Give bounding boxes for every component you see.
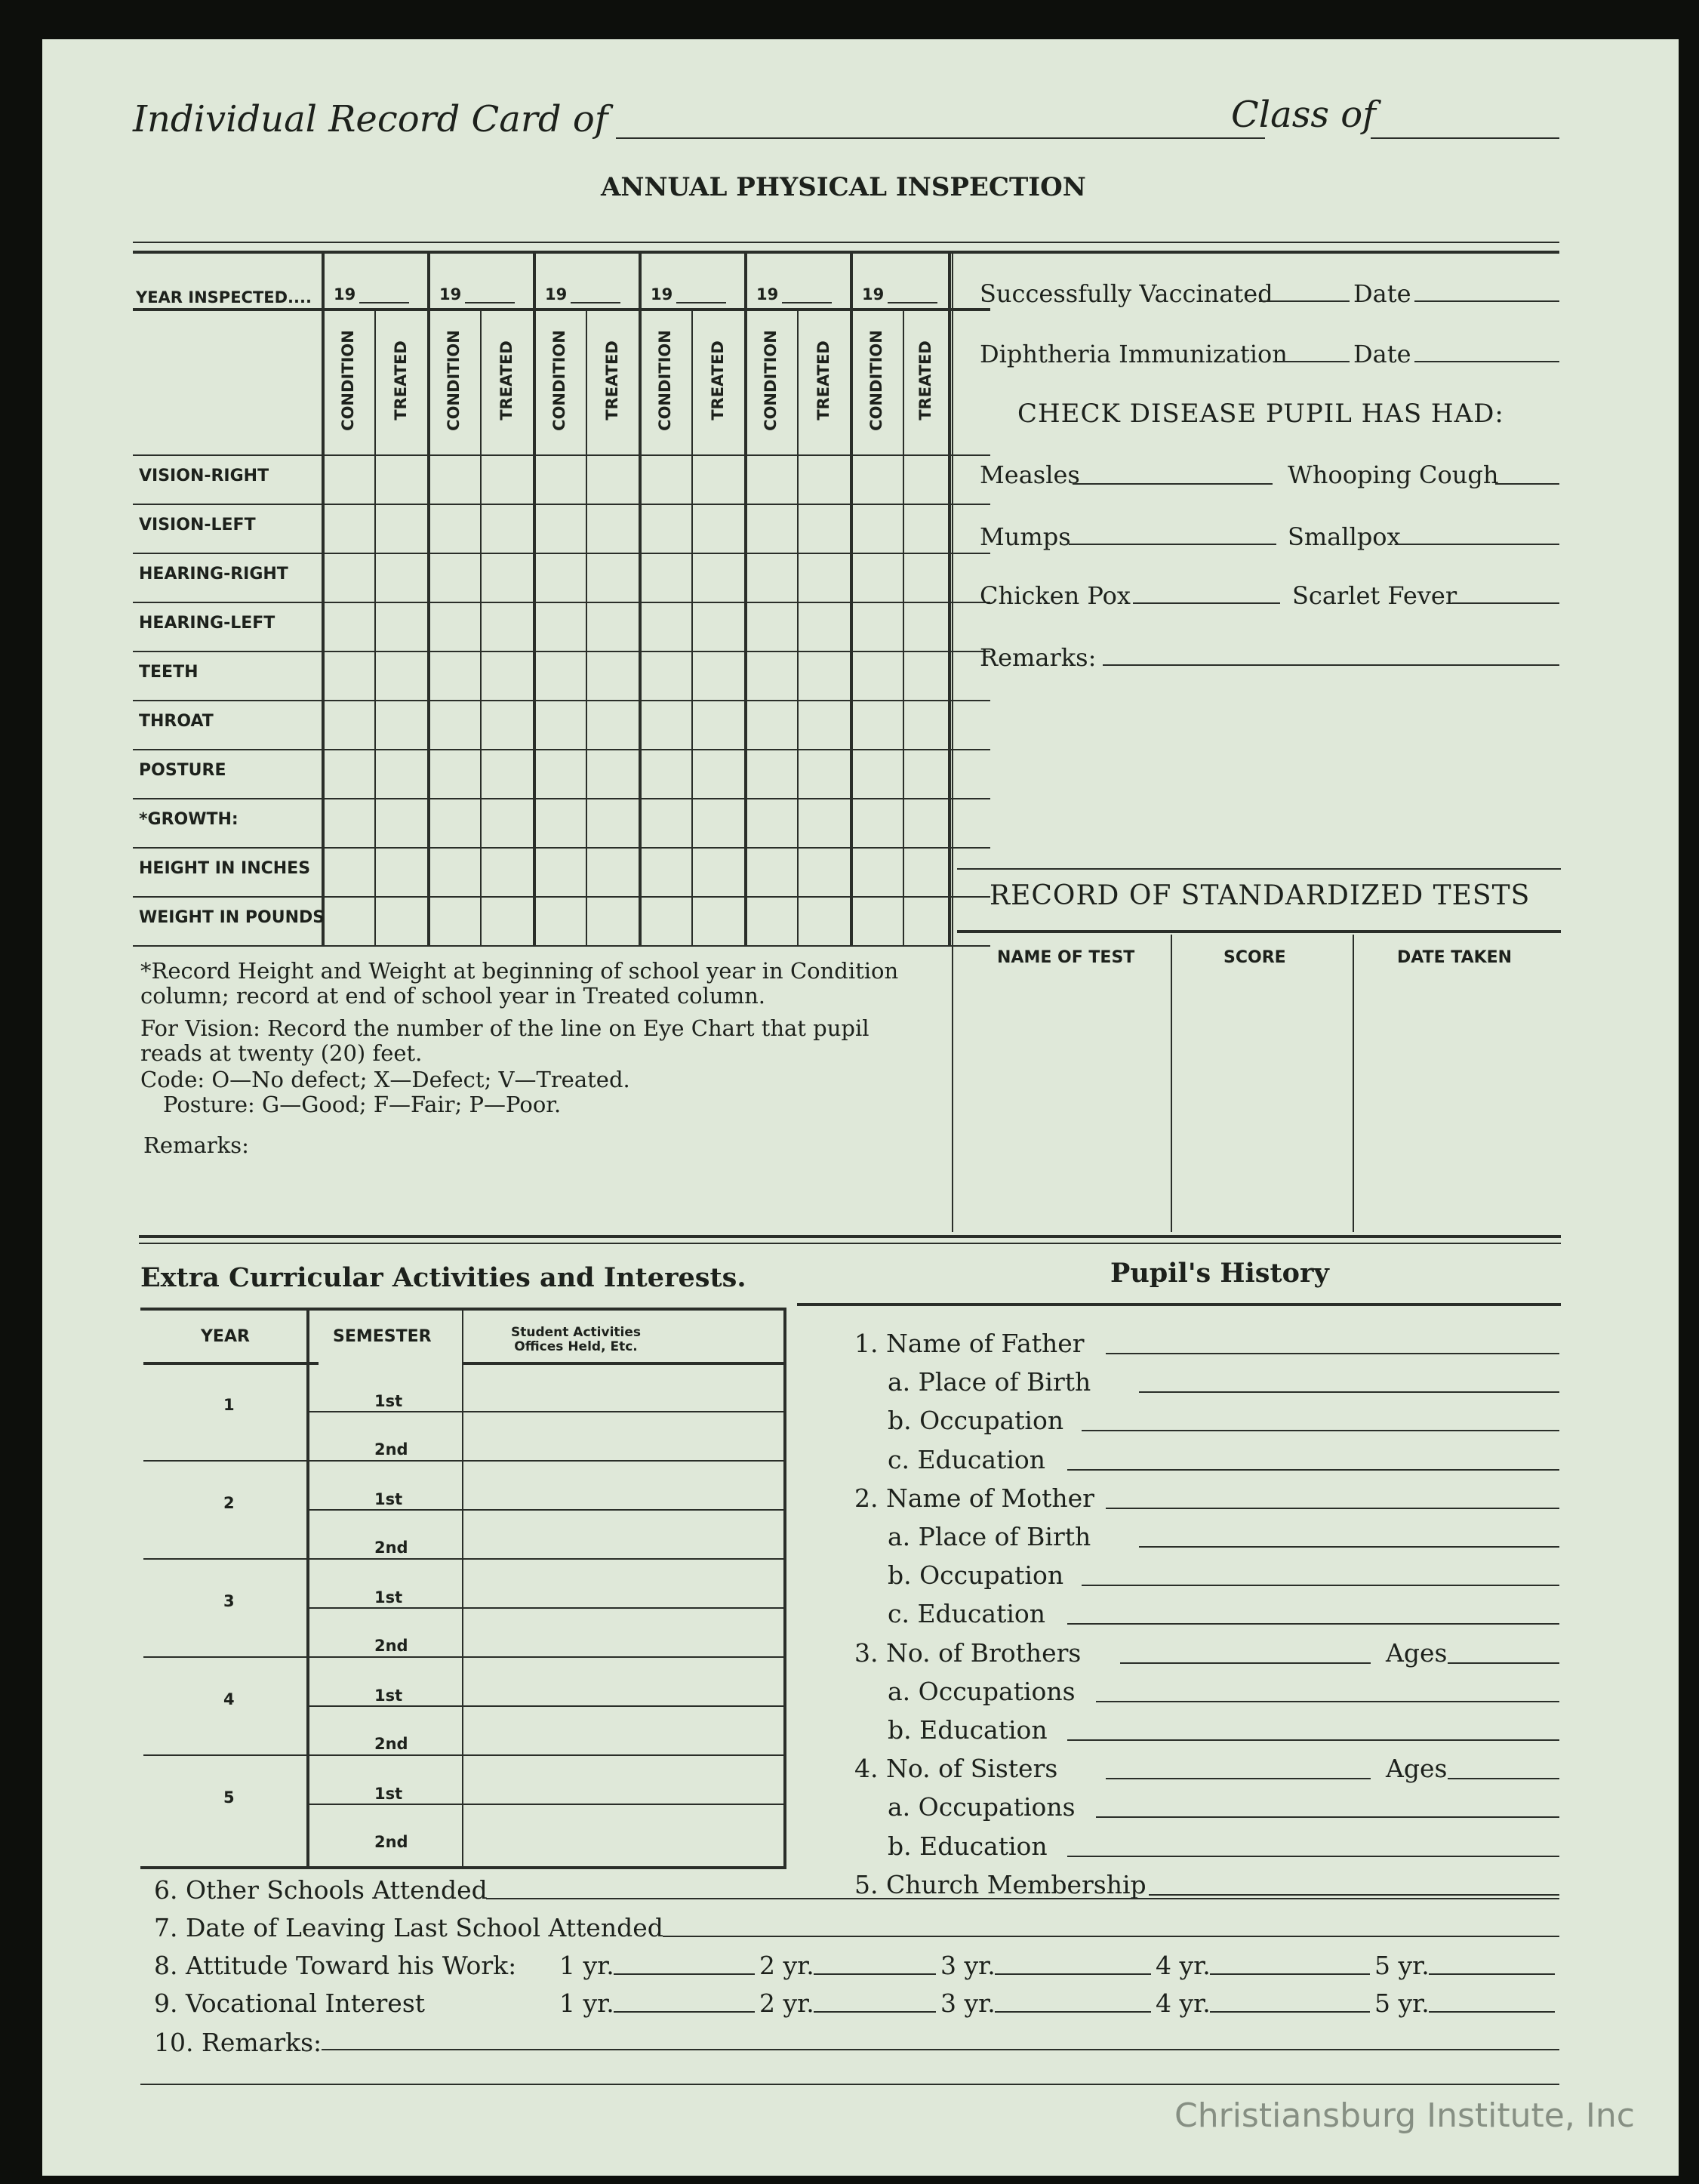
name-field-line[interactable] xyxy=(616,137,1265,139)
class-field-line[interactable] xyxy=(1371,137,1559,139)
year-label: 1 yr. xyxy=(559,1951,614,1980)
class-label: Class of xyxy=(1231,94,1376,136)
activities-col-line: Student Activities xyxy=(510,1325,642,1340)
history-item: b. Education xyxy=(888,1831,1048,1861)
note-line: column; record at end of school year in Treated column. xyxy=(140,983,765,1009)
activity-cell[interactable] xyxy=(465,1512,780,1556)
history-line[interactable] xyxy=(1106,1353,1559,1354)
row-label: HEARING-LEFT xyxy=(139,614,275,633)
tests-col-divider xyxy=(1353,935,1354,1232)
row-rule xyxy=(133,504,990,505)
row-label: HEARING-RIGHT xyxy=(139,565,288,584)
chicken-pox-line[interactable] xyxy=(1133,602,1280,604)
activity-cell[interactable] xyxy=(465,1610,780,1654)
health-remarks-line[interactable] xyxy=(1103,664,1559,666)
record-card xyxy=(42,39,1679,2176)
history-line[interactable] xyxy=(1067,1623,1559,1625)
history-item: a. Occupations xyxy=(888,1676,1076,1706)
year-label: 1 yr. xyxy=(559,1988,614,2018)
activity-cell[interactable] xyxy=(465,1365,780,1409)
year-prefix: 19 xyxy=(545,285,568,303)
history-line[interactable] xyxy=(1067,1856,1559,1857)
semester-rule xyxy=(308,1607,783,1609)
row-rule xyxy=(133,602,990,603)
year-field-line[interactable] xyxy=(1429,1973,1555,1975)
semester-1st: 1st xyxy=(374,1490,403,1508)
year-field-line[interactable] xyxy=(814,1973,936,1975)
inspection-col-line xyxy=(533,251,536,947)
disease-mumps: Mumps xyxy=(980,522,1071,551)
treated-header: TREATED xyxy=(392,340,410,420)
semester-2nd: 2nd xyxy=(374,1440,408,1459)
year-inspected-label: YEAR INSPECTED.... xyxy=(136,288,312,306)
ages-label: Ages xyxy=(1386,1754,1448,1784)
history-line[interactable] xyxy=(1106,1778,1371,1779)
mid-rule-thin xyxy=(139,1243,1561,1244)
year-label: 2 yr. xyxy=(759,1988,814,2018)
date-leaving-label: 7. Date of Leaving Last School Attended xyxy=(154,1913,663,1942)
semester-2nd: 2nd xyxy=(374,1833,408,1851)
treated-header: TREATED xyxy=(709,340,727,420)
mumps-line[interactable] xyxy=(1069,544,1276,545)
diphtheria-label: Diphtheria Immunization xyxy=(980,340,1288,368)
smallpox-line[interactable] xyxy=(1397,544,1559,545)
card-title: Individual Record Card of xyxy=(133,98,608,140)
year-label: 5 yr. xyxy=(1374,1988,1430,2018)
treated-header: TREATED xyxy=(603,340,621,420)
activities-col-year: YEAR xyxy=(201,1327,250,1346)
tests-col-name: NAME OF TEST xyxy=(997,948,1135,967)
vaccinated-line[interactable] xyxy=(1259,300,1350,302)
year-field-line[interactable] xyxy=(995,1973,1151,1975)
year-blank[interactable] xyxy=(676,302,726,303)
annual-inspection-title: ANNUAL PHYSICAL INSPECTION xyxy=(601,172,1086,202)
final-remarks-line-2[interactable] xyxy=(140,2084,1559,2085)
row-rule xyxy=(133,700,990,701)
activities-col-semester: SEMESTER xyxy=(333,1327,432,1346)
activities-year: 4 xyxy=(223,1690,235,1708)
semester-1st: 1st xyxy=(374,1785,403,1803)
note-line: reads at twenty (20) feet. xyxy=(140,1040,423,1066)
header-bottom-rule xyxy=(133,454,990,456)
mid-rule xyxy=(139,1235,1561,1238)
tests-header-rule xyxy=(957,930,1561,933)
disease-chicken-pox: Chicken Pox xyxy=(980,581,1131,610)
history-line[interactable] xyxy=(1082,1430,1559,1431)
year-field-line[interactable] xyxy=(614,2011,755,2013)
history-line[interactable] xyxy=(1067,1739,1559,1741)
note-line: *Record Height and Weight at beginning of school year in Condition xyxy=(140,958,899,984)
year-blank[interactable] xyxy=(359,302,409,303)
activities-year: 2 xyxy=(223,1494,235,1512)
measles-line[interactable] xyxy=(1073,483,1273,485)
header-rule-thick xyxy=(133,251,1559,254)
condition-header: CONDITION xyxy=(445,330,463,431)
row-rule xyxy=(133,651,990,652)
year-prefix: 19 xyxy=(334,285,356,303)
condition-header: CONDITION xyxy=(867,330,885,431)
semester-rule xyxy=(308,1509,783,1511)
tests-col-score: SCORE xyxy=(1223,948,1286,967)
inspection-remarks-label: Remarks: xyxy=(143,1132,249,1158)
history-line[interactable] xyxy=(1096,1701,1559,1702)
final-remarks-line[interactable] xyxy=(322,2049,1559,2050)
inspection-col-line xyxy=(744,251,747,947)
tests-col-date: DATE TAKEN xyxy=(1397,948,1513,967)
history-item: b. Education xyxy=(888,1715,1048,1745)
activity-cell[interactable] xyxy=(465,1414,780,1458)
year-label: 4 yr. xyxy=(1156,1988,1211,2018)
vaccinated-label: Successfully Vaccinated xyxy=(980,279,1273,308)
history-line[interactable] xyxy=(1067,1469,1559,1471)
semester-2nd: 2nd xyxy=(374,1637,408,1655)
diphtheria-date-line[interactable] xyxy=(1414,361,1559,362)
condition-header: CONDITION xyxy=(762,330,780,431)
row-rule xyxy=(133,798,990,799)
attitude-label: 8. Attitude Toward his Work: xyxy=(154,1951,517,1980)
activities-col-line: Offices Held, Etc. xyxy=(514,1339,638,1354)
history-item: a. Occupations xyxy=(888,1792,1076,1822)
history-line[interactable] xyxy=(1082,1585,1559,1586)
inspection-col-line xyxy=(850,251,853,947)
year-prefix: 19 xyxy=(862,285,885,303)
row-rule xyxy=(133,847,990,849)
history-item: b. Occupation xyxy=(888,1560,1064,1591)
row-label: HEIGHT IN INCHES xyxy=(139,859,311,878)
growth-note xyxy=(140,959,898,1009)
treated-header: TREATED xyxy=(814,340,833,420)
history-line[interactable] xyxy=(1106,1508,1559,1509)
history-item: 5. Church Membership xyxy=(854,1869,1147,1899)
semester-1st: 1st xyxy=(374,1392,403,1410)
vaccinated-date-label: Date xyxy=(1353,279,1411,308)
treated-header: TREATED xyxy=(497,340,516,420)
year-blank[interactable] xyxy=(465,302,515,303)
ages-label: Ages xyxy=(1386,1637,1448,1668)
year-blank[interactable] xyxy=(782,302,832,303)
semester-2nd: 2nd xyxy=(374,1735,408,1753)
activity-cell[interactable] xyxy=(465,1757,780,1801)
year-label: 5 yr. xyxy=(1374,1951,1430,1980)
row-rule xyxy=(133,749,990,750)
other-schools-line[interactable] xyxy=(486,1898,1559,1899)
history-line[interactable] xyxy=(1139,1391,1559,1393)
history-line[interactable] xyxy=(1149,1894,1559,1896)
year-prefix: 19 xyxy=(439,285,462,303)
whooping-cough-line[interactable] xyxy=(1495,483,1559,485)
vision-note xyxy=(140,1016,870,1066)
year-label: 2 yr. xyxy=(759,1951,814,1980)
row-label: VISION-RIGHT xyxy=(139,467,269,485)
inspection-col-line xyxy=(322,251,325,947)
activities-header-rule xyxy=(143,1362,319,1365)
watermark: Christiansburg Institute, Inc xyxy=(1174,2096,1635,2135)
history-title: Pupil's History xyxy=(1110,1258,1329,1289)
vaccinated-date-line[interactable] xyxy=(1414,300,1559,302)
row-label: POSTURE xyxy=(139,761,226,780)
semester-rule xyxy=(308,1411,783,1412)
semester-2nd: 2nd xyxy=(374,1539,408,1557)
date-leaving-line[interactable] xyxy=(663,1936,1559,1937)
check-disease-title: CHECK DISEASE PUPIL HAS HAD: xyxy=(1017,399,1504,429)
history-item: c. Education xyxy=(888,1599,1046,1629)
semester-rule xyxy=(308,1804,783,1805)
year-prefix: 19 xyxy=(756,285,779,303)
row-label: VISION-LEFT xyxy=(139,516,256,534)
inspection-col-line xyxy=(797,308,799,947)
history-item: 1. Name of Father xyxy=(854,1329,1085,1358)
header-rule xyxy=(133,242,1559,243)
ages-line[interactable] xyxy=(1448,1778,1559,1779)
row-label: THROAT xyxy=(139,712,214,731)
scarlet-fever-line[interactable] xyxy=(1452,602,1559,604)
treated-header: TREATED xyxy=(916,340,934,420)
year-field-line[interactable] xyxy=(1210,2011,1370,2013)
year-blank[interactable] xyxy=(571,302,620,303)
diphtheria-line[interactable] xyxy=(1277,361,1350,362)
history-item: a. Place of Birth xyxy=(888,1522,1091,1551)
year-prefix: 19 xyxy=(651,285,673,303)
year-field-line[interactable] xyxy=(995,2011,1151,2013)
note-line: For Vision: Record the number of the line on Eye Chart that pupil xyxy=(140,1015,870,1041)
year-label: 3 yr. xyxy=(940,1951,996,1980)
inspection-col-line xyxy=(948,251,951,947)
year-rule xyxy=(143,1754,783,1756)
other-schools-label: 6. Other Schools Attended xyxy=(154,1875,488,1905)
year-row-rule xyxy=(133,308,990,311)
note-line: Code: O—No defect; X—Defect; V—Treated. xyxy=(140,1067,630,1092)
vocational-label: 9. Vocational Interest xyxy=(154,1988,426,2018)
condition-header: CONDITION xyxy=(550,330,568,431)
activities-bottom-rule xyxy=(140,1866,786,1869)
inspection-col-line xyxy=(586,308,587,947)
condition-header: CONDITION xyxy=(656,330,674,431)
activity-cell[interactable] xyxy=(465,1659,780,1703)
year-field-line[interactable] xyxy=(814,2011,936,2013)
activities-col-divider xyxy=(462,1308,463,1868)
health-remarks-label: Remarks: xyxy=(980,643,1097,672)
row-rule xyxy=(133,896,990,898)
history-item: 2. Name of Mother xyxy=(854,1483,1094,1513)
year-rule xyxy=(143,1558,783,1560)
row-label: WEIGHT IN POUNDS xyxy=(139,908,325,927)
inspection-col-line xyxy=(374,308,376,947)
year-field-line[interactable] xyxy=(1210,1973,1370,1975)
activities-year: 5 xyxy=(223,1788,235,1807)
history-line[interactable] xyxy=(1120,1662,1371,1664)
year-rule xyxy=(143,1656,783,1658)
activity-cell[interactable] xyxy=(465,1463,780,1507)
disease-scarlet-fever: Scarlet Fever xyxy=(1292,581,1457,610)
activities-col-student xyxy=(504,1326,648,1354)
year-blank[interactable] xyxy=(888,302,937,303)
inspection-col-line xyxy=(639,251,642,947)
history-item: 3. No. of Brothers xyxy=(854,1637,1082,1668)
disease-smallpox: Smallpox xyxy=(1288,522,1401,551)
disease-whooping-cough: Whooping Cough xyxy=(1288,461,1499,489)
year-label: 3 yr. xyxy=(940,1988,996,2018)
semester-rule xyxy=(308,1705,783,1707)
final-remarks-label: 10. Remarks: xyxy=(154,2028,322,2057)
history-line[interactable] xyxy=(1139,1546,1559,1548)
activities-col-divider xyxy=(306,1308,309,1868)
year-field-line[interactable] xyxy=(1429,2011,1555,2013)
inspection-col-line xyxy=(691,308,693,947)
disease-measles: Measles xyxy=(980,461,1080,489)
semester-1st: 1st xyxy=(374,1588,403,1606)
inspection-col-line xyxy=(480,308,482,947)
tests-title: RECORD OF STANDARDIZED TESTS xyxy=(990,880,1531,911)
row-label: TEETH xyxy=(139,663,199,682)
row-rule xyxy=(133,945,990,947)
history-item: c. Education xyxy=(888,1444,1046,1474)
activities-title: Extra Curricular Activities and Interests. xyxy=(140,1262,746,1293)
activity-cell[interactable] xyxy=(465,1561,780,1605)
history-item: b. Occupation xyxy=(888,1406,1064,1436)
history-item: 4. No. of Sisters xyxy=(854,1754,1058,1784)
activity-cell[interactable] xyxy=(465,1807,780,1850)
semester-1st: 1st xyxy=(374,1687,403,1705)
year-field-line[interactable] xyxy=(614,1973,755,1975)
history-item: a. Place of Birth xyxy=(888,1367,1091,1397)
ages-line[interactable] xyxy=(1448,1662,1559,1664)
note-line: Posture: G—Good; F—Fair; P—Poor. xyxy=(163,1092,562,1117)
activities-col-divider xyxy=(783,1308,786,1868)
tests-top-rule xyxy=(957,868,1561,870)
year-rule xyxy=(143,1460,783,1462)
condition-header: CONDITION xyxy=(339,330,357,431)
year-label: 4 yr. xyxy=(1156,1951,1211,1980)
history-line[interactable] xyxy=(1096,1816,1559,1818)
tests-col-divider xyxy=(1171,935,1172,1232)
row-label: *GROWTH: xyxy=(139,810,239,829)
code-note xyxy=(140,1067,630,1117)
row-rule xyxy=(133,553,990,554)
inspection-col-line xyxy=(427,251,430,947)
section-divider xyxy=(952,251,953,1232)
activities-year: 3 xyxy=(223,1592,235,1610)
history-top-rule xyxy=(797,1303,1561,1306)
activity-cell[interactable] xyxy=(465,1708,780,1752)
activities-year: 1 xyxy=(223,1396,235,1414)
diphtheria-date-label: Date xyxy=(1353,340,1411,368)
inspection-col-line xyxy=(903,308,904,947)
